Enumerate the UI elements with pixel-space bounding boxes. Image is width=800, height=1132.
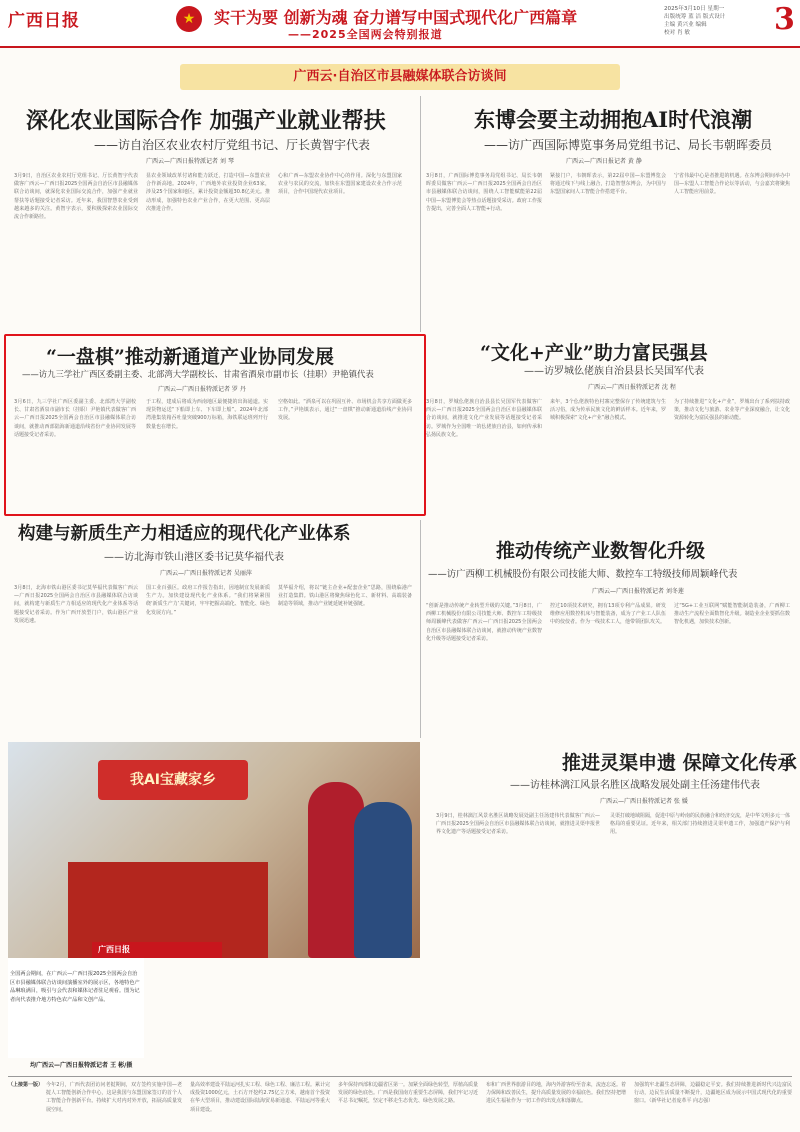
article-column: 控过10项技术研究，拥有13项专利产品成果。研发维修应用数控机床与智能装备，成为了产业工人队伍中的佼佼者。作为一线技术工人，他带领团队攻关。 [550,603,666,626]
article-headline: 推进灵渠申遗 保障文化传承 [562,752,797,774]
article-byline: 广西云—广西日报特派记者 张 媛 [600,798,688,805]
article-column: 量高效率建设平陆运河扎实工程、绿色工程、廉洁工程。累计完成投资1000亿元，土石方开挖约2.75亿立方米，越南首个投资在华大型项目，推动建设国际陆海贸易新通道、平陆运河等重大项目建设。 [190,1082,330,1113]
column-divider [420,96,421,332]
dateline: 2025年3月10日 星期一 出版统筹 蓝 洁 版式设计 主编 黄兴业 编辑 校对 肖 敏 [664,6,726,36]
article-column: 过“5G+工业互联网”赋能智能制造装备，广西柳工推动生产流程全面数智化升级。制造业企业要抓住数智化机遇，加快技术创新。 [674,603,790,626]
article-column: 3月9日，桂林漓江风景名胜区战略发展处副主任汤建伟代表做客广西云—广西日报2025全国两会自治区市县融媒体联合访谈间，就推进灵渠申报世界文化遗产等话题接受记者采访。 [436,813,600,836]
article-column: 3月6日，九三学社广西区委副主委、北部湾大学副校长、甘肃省酒泉市副市长（挂职）尹艳镇代表做客广西云—广西日报2025全国两会自治区市县融媒体联合访谈间，就推动西部陆海新通道沿线省份产业协同发展等话题接受记者采访。 [14,399,136,438]
article-headline: “文化+产业”助力富民强县 [480,342,708,364]
photo-logo-banner: 广西日报 [92,942,222,958]
section-divider [8,1076,792,1077]
article-column: 紧接门户，韦朝晖表示，第22届中国—东盟博览会将通过线下与线上融合，打造智慧东博会，为中国与东盟国家间人工智能合作搭建平台。 [550,173,666,196]
article-column: 显农业领域改革付诸和能力跃迁，打造中国—东盟农业合作新高地。2024年，广西地外农业投资企业63家，涉及25个国家和地区，累计投资金额超30.8亿美元。推动形成，加强特色农业产业合作，在更大范围、更高层次推进合作。 [146,173,270,212]
photo-caption: 全国两会期间，在广西云—广西日报2025全国两会自治区市县融媒体联合访谈间演播室外的展示区，各地特色产品琳琅满目，吸引与会代表和媒体记者驻足观看。图为记者向代表推介地方特色农产品和文创产品。 [10,971,140,1003]
article-column: 3月8日，罗城仫佬族自治县县长吴国军代表做客广西云—广西日报2025全国两会自治区市县融媒体联合访谈间，就推进文化产业发展等话题接受记者采访。罗城作为全国唯一的仫佬族自治县，如何传承和弘扬民族文化。 [426,399,542,438]
photo-credit: 均广西云—广西日报特派记者 王 彬/摄 [30,1062,133,1069]
article-byline: 广西云—广西日报特派记者 沈 程 [588,384,676,391]
article-column: 于工程，建成后将成为西南地区最便捷的出海通道。实现货物运送“下船即上车、下车即上船”。2024年北部湾港集装箱吞吐量突破900万标箱，海铁联运班列开行数量也在增长。 [146,399,268,430]
article-byline: 广西云—广西日报特派记者 吴丽萍 [160,570,252,577]
article-headline: 推动传统产业数智化升级 [496,540,706,562]
section-banner: 广西云·自治区市县融媒体联合访谈间 [180,64,620,90]
article-byline: 广西云—广西日报特派记者 罗 丹 [158,386,246,393]
special-report-label: ——2025全国两会特别报道 [288,28,443,41]
article-column: 3月9日，自治区农业农村厅党组书记、厅长黄智宇代表做客广西云—广西日报2025全国两会自治区市县融媒体联合访谈间，就深化农业国际交流合作，加强产业就业帮扶等话题接受记者采访。近年来，我国智慧农业受到越来越多的关注。黄智宇表示，要积极探索农业国际交流合作新路径。 [14,173,138,221]
article-column: 今年2月，广西代表团访问老挝期间，双方签约实施中国—老挝人工智能创新合作中心，这是我国与东盟国家签订的首个人工智能合作创新平台。持续扩大对内对外开放，拓展高质量发展空间。 [46,1082,182,1113]
article-subhead: ——访广西柳工机械股份有限公司技能大师、数控车工特级技师周颖峰代表 [428,569,738,580]
article-byline: 广西云—广西日报特派记者 刘冬莲 [592,588,684,595]
article-column: 莫华福介绍，将以“链主企业+配套企业”思路，围绕临港产业打造集群。铁山港区将聚焦绿色化工、新材料、高端装备制造等领域，推动产业链延链补链强链。 [278,585,412,608]
article-column: 空格如此。“酒泉可以在巩固互补、市场机会共享方面做更多工作，”尹艳镇表示，通过“一盘棋”推动新通道沿线产业协同发展。 [278,399,412,422]
column-divider [420,520,421,738]
article-byline: 广西云—广西日报记者 黄 静 [566,158,642,165]
party-emblem-icon: ★ [176,6,202,32]
article-column: 灵渠打破地域阻隔，促进中原与岭南的民族融合和经济交流，是中华文明多元一体格局的重要见证。近年来，相关部门持续推进灵渠申遗工作，加强遗产保护与利用。 [610,813,790,836]
masthead-slogan: 实干为要 创新为魂 奋力谱写中国式现代化广西篇章 [214,8,578,27]
article-subhead: ——访桂林漓江风景名胜区战略发展处副主任汤建伟代表 [510,780,760,791]
article-subhead: ——访北海市铁山港区委书记莫华福代表 [104,552,284,563]
newspaper-logo: 广西日报 [8,11,80,31]
article-column: 为了持续推进“文化+产业”，罗城出台了系列扶持政策，推动文化与旅游、农业等产业深度融合，让文化资源转化为富民强县的新动能。 [674,399,790,422]
article-column: 宁省伟最中心是者推进的机遇。在东博会期间举办中国—东盟人工智能合作论坛等活动，与会嘉宾将聚焦人工智能应用前景。 [674,173,790,196]
article-headline: 深化农业国际合作 加强产业就业帮扶 [26,108,386,134]
photo-person-right [354,802,412,958]
photo-sign: 我AI宝藏家乡 [98,760,248,800]
article-column: 心和广西—东盟农业协作中心的作用。深化与东盟国家农业与农民的交流，加快在东盟国家建设农业合作示范项目，合作中国现代农业项目。 [278,173,402,196]
article-column: 布和广西世界旅游目的地，海内外游客纷至沓来，流连忘返。着力保障和改善民生，提升高质量发展的幸福底色。我们坚持把增进民生福祉作为一切工作的出发点和落脚点。 [486,1082,626,1105]
article-column: 3月8日，北海市铁山港区委书记莫华福代表做客广西云—广西日报2025全国两会自治区市县融媒体联合访谈间，就构建与新质生产力相适应的现代化产业体系等话题接受记者采访。作为广西开放型门户，铁山港区产业发展迅速。 [14,585,138,624]
continued-label: （上接第一版） [8,1082,44,1088]
article-byline: 广西云—广西日报特派记者 刘 琴 [146,158,234,165]
article-headline: 构建与新质生产力相适应的现代化产业体系 [18,524,351,544]
article-subhead: ——访罗城仫佬族自治县县长吴国军代表 [524,366,704,377]
article-column: 来年，3个仫佬族特色村寨完整保存了传统建筑与生活习俗，成为传承民族文化的鲜活样本。近年来，罗城积极探索“文化+产业”融合模式。 [550,399,666,422]
event-photo [8,742,420,958]
article-column: 国工业百强区。政府工作报告指出，因地制宜发展新质生产力。加快建设现代化产业体系。“我们将紧紧围绕‘新质生产力’关键词，牢牢把握高端化、智能化、绿色化发展方向。” [146,585,270,616]
article-column: 3月8日，广西国际博览事务局党组书记、局长韦朝晖委员做客广西云—广西日报2025全国两会自治区市县融媒体联合访谈间，围绕人工智能赋能第22届中国—东盟博览会等热点话题接受采访。政府工作报告提出，完善全面人工智能+行动。 [426,173,542,212]
article-headline: 东博会要主动拥抱AI时代浪潮 [474,107,753,132]
article-column: 多年保持西部和边疆省区第一。加紧全面绿色转型，厚植高质量发展的绿色底色。广西是我国南方重要生态屏障，我们牢记习近平总书记嘱托，坚定不移走生态优先、绿色发展之路。 [338,1082,478,1105]
article-subhead: ——访自治区农业农村厅党组书记、厅长黄智宇代表 [94,138,371,152]
article-subhead: ——访广西国际博览事务局党组书记、局长韦朝晖委员 [484,138,773,152]
article-column: “创新是推动传统产业转型升级的关键。”3月8日，广西柳工机械股份有限公司技能大师、数控车工特级技师周颖峰代表做客广西云—广西日报2025全国两会自治区市县融媒体联合访谈间，就推动传统产业数智化升级等话题接受记者采访。 [426,603,542,642]
article-subhead: ——访九三学社广西区委副主委、北部湾大学副校长、甘肃省酒泉市副市长（挂职）尹艳镇代表 [22,369,374,379]
article-column: 加强筑牢北疆生态屏障，边疆稳定平安。我们持续推进新时代兴边富民行动，边民生活质量不断提升，边疆地区成为展示中国式现代化的重要窗口。（新华社记者庞革平 向志强） [634,1082,792,1105]
page-number: 3 [774,2,795,37]
article-headline: “一盘棋”推动新通道产业协同发展 [46,346,334,368]
